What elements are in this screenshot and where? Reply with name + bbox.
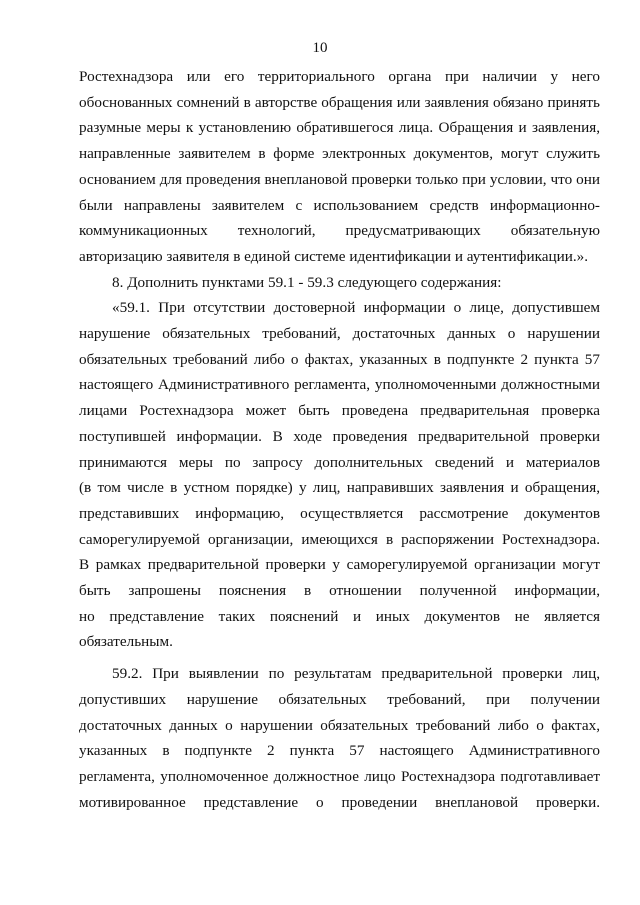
text-line: принимаются меры по запросу дополнительных сведений и материалов xyxy=(79,453,600,471)
text-line: В рамках предварительной проверки у саморегулируемой организации могут xyxy=(79,556,600,574)
text-line: представивших информацию, осуществляется рассмотрение документов xyxy=(79,504,600,522)
text-line: обоснованных сомнений в авторстве обращения или заявления обязано принять xyxy=(79,93,600,111)
text-line: 59.2. При выявлении по результатам предварительной проверки лиц, xyxy=(112,665,600,683)
text-line: (в том числе в устном порядке) у лиц, направивших заявления и обращения, xyxy=(79,479,600,497)
text-line: авторизацию заявителя в единой системе идентификации и аутентификации.». xyxy=(79,247,589,265)
text-line: быть запрошены пояснения в отношении полученной информации, xyxy=(79,582,600,600)
text-line: «59.1. При отсутствии достоверной информации о лице, допустившем xyxy=(112,299,600,317)
text-line: допустивших нарушение обязательных требований, при получении xyxy=(79,690,600,708)
text-line: нарушение обязательных требований, достаточных данных о нарушении xyxy=(79,325,600,343)
text-line: были направлены заявителем с использованием средств информационно- xyxy=(79,196,600,214)
text-line: разумные меры к установлению обратившегося лица. Обращения и заявления, xyxy=(79,119,600,137)
text-line: лицами Ростехнадзора может быть проведена предварительная проверка xyxy=(79,402,600,420)
text-line: настоящего Административного регламента, уполномоченными должностными xyxy=(79,376,600,394)
text-line: обязательных требований либо о фактах, указанных в подпункте 2 пункта 57 xyxy=(79,350,600,368)
text-line: но представление таких пояснений и иных документов не является xyxy=(79,607,600,625)
text-line: 8. Дополнить пунктами 59.1 - 59.3 следующего содержания: xyxy=(112,273,502,291)
text-line: направленные заявителем в форме электронных документов, могут служить xyxy=(79,145,600,163)
text-line: саморегулируемой организации, имеющихся в распоряжении Ростехнадзора. xyxy=(79,530,600,548)
page-number: 10 xyxy=(312,40,328,56)
text-line: поступившей информации. В ходе проведения предварительной проверки xyxy=(79,427,600,445)
text-line: коммуникационных технологий, предусматривающих обязательную xyxy=(79,222,600,240)
text-line: Ростехнадзора или его территориального органа при наличии у него xyxy=(79,68,600,85)
document-body xyxy=(79,64,600,815)
text-line: основанием для проведения внеплановой проверки только при условии, что они xyxy=(79,170,600,188)
text-line: мотивированное представление о проведении внеплановой проверки. xyxy=(79,793,600,811)
text-line: обязательным. xyxy=(79,633,173,651)
text-line: указанных в подпункте 2 пункта 57 настоящего Административного xyxy=(79,742,600,760)
text-line: регламента, уполномоченное должностное лицо Ростехнадзора подготавливает xyxy=(79,767,600,785)
text-line: достаточных данных о нарушении обязательных требований либо о фактах, xyxy=(79,716,600,734)
